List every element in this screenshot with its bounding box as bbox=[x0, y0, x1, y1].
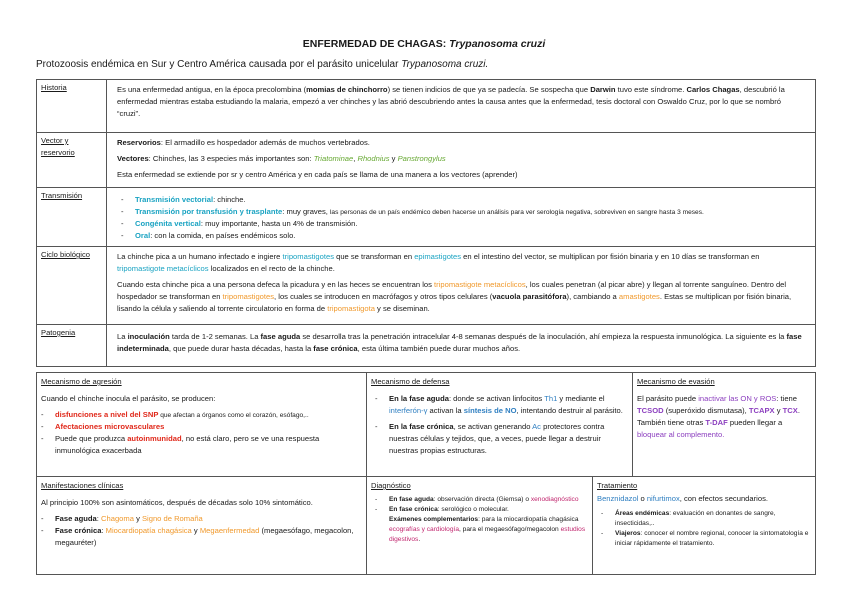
clinicas-cell: Manifestaciones clínicas Al principio 100% son asintomáticos, después de décadas solo 10% sintomático. - Fase aguda: Chagoma y Signo de Romaña - Fase crónica: Miocardiopatía chagásica y Megaenfermedad (megaesófago, megacolon, megauréter) bbox=[37, 477, 367, 575]
list-item: - Fase crónica: Miocardiopatía chagásica y Megaenfermedad (megaesófago, megacolon, megauréter) bbox=[37, 525, 360, 549]
defensa-label: Mecanismo de defensa bbox=[371, 377, 450, 386]
transmision-content bbox=[107, 188, 816, 247]
list-item: - En la fase aguda: donde se activan linfocitos Th1 y mediante el interferón-γ activan la síntesis de NO, intentando destruir al parásito. bbox=[371, 393, 626, 417]
list-item: - En fase crónica: serológico o molecular. Exámenes complementarios: para la miocardiopatía chagásica ecografías y cardiología, para el megaesófago/megacolon estudios digestivos. bbox=[371, 505, 586, 545]
agresion-label: Mecanismo de agresión bbox=[41, 377, 122, 386]
transmision-label: Transmisión bbox=[37, 188, 107, 247]
main-table bbox=[36, 79, 816, 367]
row-patogenia bbox=[37, 325, 816, 367]
list-item: - Transmisión por transfusión y trasplante: muy graves, las personas de un país endémico deben hacerse un análisis para ver serología negativa, sobreviven en sangre hasta 3 meses. bbox=[117, 206, 805, 218]
agresion-cell: Mecanismo de agresión Cuando el chinche inocula el parásito, se producen: - disfunciones a nivel del SNP que afectan a órganos como el corazón, esófago,.. - Afectaciones microvasculares - Puede que produzca autoinmunidad, no está claro, pero se ve una respuesta inmunológica exacerbada bbox=[37, 373, 367, 477]
ciclo-label: Ciclo biológico bbox=[37, 247, 107, 325]
defensa-cell bbox=[367, 373, 633, 477]
list-item: - En fase aguda: observación directa (Giemsa) o xenodiagnóstico bbox=[371, 495, 586, 505]
row-ciclo bbox=[37, 247, 816, 325]
vector-label: Vector y reservorio bbox=[37, 133, 107, 188]
tratamiento-cell: Tratamiento Benznidazol o nifurtimox, con efectos secundarios. - Áreas endémicas: evaluación en donantes de sangre, insecticidas,.. - Viajeros: conocer el nombre regional, conocer la sintomatología e iniciar rápidamente el tratamiento. bbox=[593, 477, 816, 575]
list-item: - Fase aguda: Chagoma y Signo de Romaña bbox=[37, 513, 360, 525]
list-item: - Áreas endémicas: evaluación en donantes de sangre, insecticidas,.. bbox=[597, 509, 809, 529]
row-vector bbox=[37, 133, 816, 188]
list-item: - Viajeros: conocer el nombre regional, conocer la sintomatología e iniciar rápidamente el tratamiento. bbox=[597, 529, 809, 549]
row-transmision bbox=[37, 188, 816, 247]
diagnostico-cell bbox=[367, 477, 593, 575]
vector-content: Reservorios: El armadillo es hospedador además de muchos vertebrados. Vectores: Chinches, las 3 especies más importantes son: Triatominae, Rhodnius y Panstrongylus Esta enfermedad se extiende por sr y centro América y en cada país se llama de una manera a los vectores (aprender) bbox=[107, 133, 816, 188]
clinical-table bbox=[36, 476, 816, 575]
evasion-label: Mecanismo de evasión bbox=[637, 377, 715, 386]
patogenia-label: Patogenia bbox=[37, 325, 107, 367]
historia-content: Es una enfermedad antigua, en la época precolombina (momias de chinchorro) se tienen indicios de que ya se padecía. Se sospecha que Darwin tuvo este síndrome. Carlos Chagas, descubrió la enfermedad mientras estaba estudiando la malaria, empezó a ver chinches y las abrió descubriendo antes la causa antes que la enfermedad, tesis doctoral con Oswaldo Cruz, por lo que se nombró “cruzi”. bbox=[107, 80, 816, 133]
tratamiento-label: Tratamiento bbox=[597, 481, 638, 490]
list-item: - disfunciones a nivel del SNP que afectan a órganos como el corazón, esófago,.. bbox=[37, 409, 360, 421]
mechanisms-table bbox=[36, 372, 816, 477]
document-title: ENFERMEDAD DE CHAGAS: Trypanosoma cruzi bbox=[302, 38, 546, 50]
diagnostico-label: Diagnóstico bbox=[371, 481, 411, 490]
list-item: - Transmisión vectorial: chinche. bbox=[117, 194, 805, 206]
evasion-cell: Mecanismo de evasión El parásito puede inactivar las ON y ROS: tiene TCSOD (superóxido dismutasa), TCAPX y TCX. También tiene otras T-DAF pueden llegar a bloquear al complemento. bbox=[633, 373, 816, 477]
list-item: - Congénita vertical: muy importante, hasta un 4% de transmisión. bbox=[117, 218, 805, 230]
list-item: - Puede que produzca autoinmunidad, no está claro, pero se ve una respuesta inmunológica exacerbada bbox=[37, 433, 360, 457]
ciclo-content: La chinche pica a un humano infectado e ingiere tripomastigotes que se transforman en epimastigotes en el intestino del vector, se multiplican por fisión binaria y en 10 días se transforman en tripomastigote metacíclicos localizados en el recto de la chinche. Cuando esta chinche pica a una persona defeca la picadura y en las heces se encuentran los tripomastigote metacíclicos, los cuales penetran (al picar abre) y llegan al torrente sanguíneo. Dentro del hospedador se transforman en tripomastigotes, los cuales se introducen en macrófagos y otros tipos celulares (vacuola parasitófora), cambiando a amastigotes. Estas se multiplican por fisión binaria, lisando la célula y saliendo al torrente circulatorio en forma de tripomastigota y se diseminan. bbox=[107, 247, 816, 325]
historia-label: Historia bbox=[37, 80, 107, 133]
intro-paragraph: Protozoosis endémica en Sur y Centro América causada por el parásito unicelular Trypanosoma cruzi. bbox=[36, 59, 489, 70]
patogenia-content: La inoculación tarda de 1-2 semanas. La fase aguda se desarrolla tras la penetración intracelular 4-8 semanas después de la inoculación, ahí empieza la respuesta inmunológica. La siguiente es la fase indeterminada, que puede durar hasta décadas, hasta la fase crónica, esta última también puede durar muchos años. bbox=[107, 325, 816, 367]
clinicas-label: Manifestaciones clínicas bbox=[41, 481, 124, 490]
list-item: - Oral: con la comida, en países endémicos solo. bbox=[117, 230, 805, 242]
list-item: - En la fase crónica, se activan generando Ac protectores contra nuestras células y tejidos, que, a veces, puede llegar a destruir nuestras propias estructuras. bbox=[371, 421, 626, 457]
list-item: - Afectaciones microvasculares bbox=[37, 421, 360, 433]
row-historia bbox=[37, 80, 816, 133]
